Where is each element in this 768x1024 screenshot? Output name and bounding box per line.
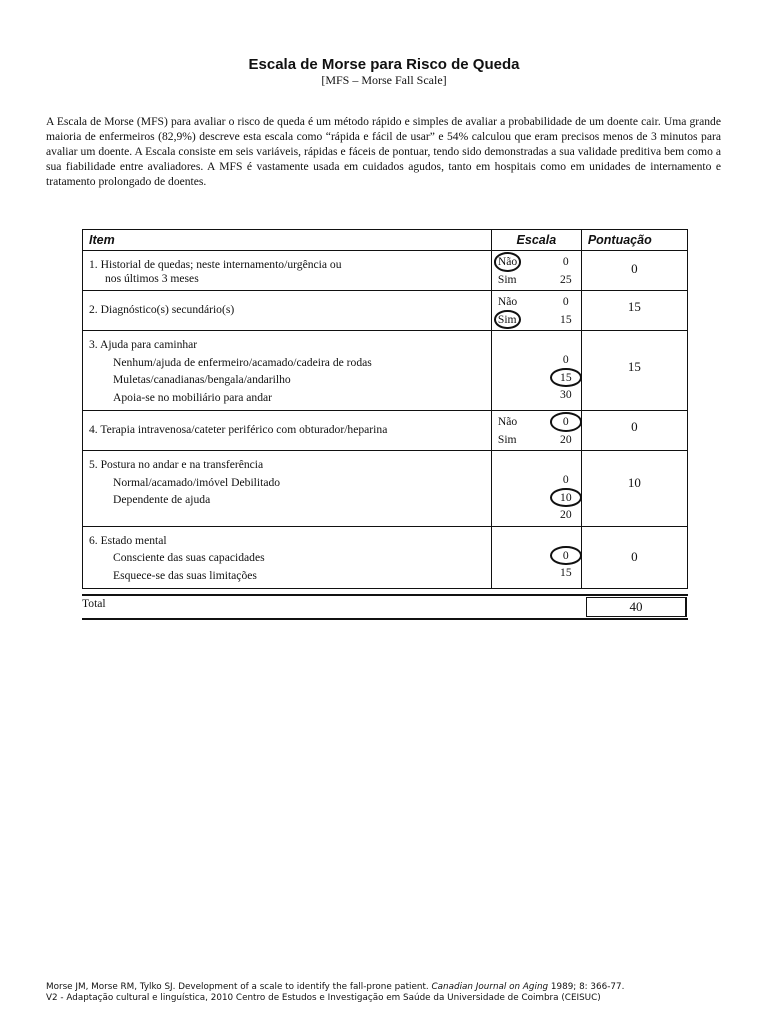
- table-row: [83, 451, 688, 527]
- option-label: Sim: [497, 272, 517, 286]
- footer: [46, 982, 746, 1004]
- sub-option: Consciente das suas capacidades: [113, 551, 265, 564]
- ref-journal: Canadian Journal on Aging: [431, 982, 549, 992]
- total-row: [82, 594, 688, 620]
- item-cell: [83, 251, 492, 291]
- ref-authors: Morse JM, Morse RM, Tylko SJ. Development of a scale to identify the fall-prone patient.: [46, 982, 432, 992]
- scale-cell: [491, 411, 581, 451]
- page-subtitle: [MFS – Morse Fall Scale]: [321, 73, 447, 87]
- item-cell: [83, 331, 492, 411]
- total-label: Total: [82, 597, 106, 610]
- score-cell: 15: [581, 291, 687, 331]
- sub-option: Muletas/canadianas/bengala/andarilho: [113, 373, 291, 386]
- option-value: 30: [560, 388, 572, 401]
- table-row: [83, 291, 688, 331]
- sub-option: Nenhum/ajuda de enfermeiro/acamado/cadeira de rodas: [113, 355, 372, 369]
- option-label: Não: [498, 253, 517, 271]
- sub-option: Apoia-se no mobiliário para andar: [113, 390, 273, 404]
- score-cell: 0: [581, 251, 687, 291]
- header-scale: Escala: [491, 230, 581, 251]
- scale-cell: [491, 331, 581, 411]
- footer-reference: [46, 982, 746, 993]
- item-cell: [83, 411, 492, 451]
- item-label: 4. Terapia intravenosa/cateter periférico com obturador/heparina: [89, 423, 388, 436]
- total-value: 40: [586, 597, 687, 617]
- scale-cell: [491, 251, 581, 291]
- item-label: 6. Estado mental: [89, 533, 167, 547]
- option-value: 0: [557, 547, 575, 565]
- option-value: 20: [560, 432, 572, 446]
- option-value: 15: [560, 312, 572, 326]
- option-value: 0: [557, 413, 575, 431]
- footer-version: V2 - Adaptação cultural e linguística, 2010 Centro de Estudos e Investigação em Saúde da Universidade de Coimbra (CEISUC): [46, 993, 601, 1003]
- option-value: 0: [562, 255, 569, 268]
- score-cell: 0: [581, 411, 687, 451]
- score-cell: 15: [581, 331, 687, 411]
- table-row: [83, 526, 688, 589]
- option-label: Não: [497, 415, 518, 428]
- option-value: 10: [557, 489, 575, 507]
- scale-cell: [491, 291, 581, 331]
- option-value: 0: [562, 353, 569, 366]
- scale-cell: [491, 526, 581, 589]
- option-label: Não: [497, 295, 518, 308]
- option-label: Sim: [497, 432, 517, 446]
- item-cell: [83, 526, 492, 589]
- scale-cell: [491, 451, 581, 527]
- header-item: Item: [83, 230, 492, 251]
- option-label: Sim: [498, 311, 517, 329]
- item-label-cont: nos últimos 3 meses: [105, 272, 199, 285]
- option-value: 0: [562, 295, 569, 308]
- header-score: Pontuação: [581, 230, 687, 251]
- page-title: Escala de Morse para Risco de Queda: [248, 56, 520, 73]
- intro-paragraph: A Escala de Morse (MFS) para avaliar o risco de queda é um método rápido e simples de avaliar a probabilidade de um doente cair. Uma grande maioria de enfermeiros (82,9%) descreve esta escala como “rápida e fácil de usar” e 54% calculou que eram precisos menos de 3 minutos para avaliar um doente. A Escala consiste em seis variáveis, rápidas e fáceis de pontuar, tendo sido demonstradas a sua validade preditiva bem como a sua fiabilidade entre avaliadores. A MFS é vastamente usada em cuidados agudos, tanto em hospitais como em unidades de internamento e tratamento prolongado de doentes.: [46, 115, 721, 188]
- option-value: 0: [562, 473, 569, 486]
- item-cell: [83, 451, 492, 527]
- item-label: 5. Postura no andar e na transferência: [89, 458, 264, 471]
- table-row: [83, 411, 688, 451]
- table-row: [83, 251, 688, 291]
- table-row: [83, 331, 688, 411]
- option-value: 15: [557, 369, 575, 387]
- item-cell: [83, 291, 492, 331]
- option-value: 20: [560, 508, 572, 521]
- morse-scale-table: [82, 229, 688, 589]
- sub-option: Esquece-se das suas limitações: [113, 568, 257, 582]
- item-label: 3. Ajuda para caminhar: [89, 338, 198, 351]
- sub-option: Normal/acamado/imóvel Debilitado: [113, 475, 281, 489]
- option-value: 15: [560, 566, 572, 579]
- sub-option: Dependente de ajuda: [113, 493, 211, 506]
- ref-details: 1989; 8: 366-77.: [548, 982, 625, 992]
- item-label: 1. Historial de quedas; neste internamento/urgência ou: [89, 258, 342, 271]
- option-value: 25: [560, 272, 572, 286]
- table-header-row: [83, 230, 688, 251]
- item-label: 2. Diagnóstico(s) secundário(s): [89, 303, 235, 316]
- score-cell: 0: [581, 526, 687, 589]
- score-cell: 10: [581, 451, 687, 527]
